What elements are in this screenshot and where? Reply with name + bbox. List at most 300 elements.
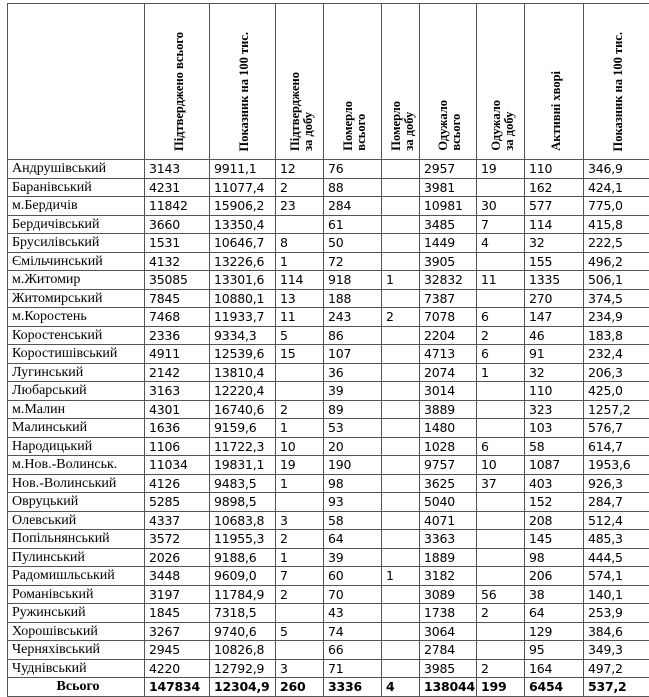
active-rate-per-100k-cell: 222,5 [584,234,649,253]
active-cases-cell: 145 [525,530,584,549]
deaths-total-cell: 243 [324,308,382,327]
district-name-cell: Пулинський [8,548,145,567]
deaths-daily-cell [382,419,420,438]
deaths-daily-cell: 2 [382,308,420,327]
deaths-daily-cell [382,345,420,364]
active-cases-cell: 162 [525,178,584,197]
deaths-total-cell: 50 [324,234,382,253]
deaths-daily-cell [382,511,420,530]
district-name-cell: Брусилівський [8,234,145,253]
active-rate-per-100k-cell: 512,4 [584,511,649,530]
table-row [8,437,649,456]
confirmed-daily-cell: 2 [276,178,324,197]
active-cases-cell: 403 [525,474,584,493]
recovered-daily-cell [477,567,525,586]
table-row [8,289,649,308]
recovered-daily-cell: 4 [477,234,525,253]
deaths-daily-cell [382,400,420,419]
active-rate-per-100k-cell: 232,4 [584,345,649,364]
recovered-total-header-label: Одужало всього [437,100,463,151]
recovered-total-cell: 4713 [420,345,477,364]
recovered-total-cell: 138044 [420,678,477,697]
confirmed-total-cell: 2026 [145,548,210,567]
active-rate-per-100k-cell: 1953,6 [584,456,649,475]
active-cases-cell: 323 [525,400,584,419]
active-cases-cell: 46 [525,326,584,345]
recovered-daily-cell: 1 [477,363,525,382]
active-rate-per-100k-cell: 346,9 [584,160,649,179]
deaths-total-cell: 71 [324,659,382,678]
recovered-daily-cell [477,400,525,419]
table-row [8,567,649,586]
deaths-total-cell: 918 [324,271,382,290]
covid-statistics-table [7,3,649,697]
recovered-total-cell: 2784 [420,641,477,660]
table-row [8,511,649,530]
active-rate-per-100k-cell: 349,3 [584,641,649,660]
deaths-daily-cell [382,474,420,493]
confirmed-daily-cell: 11 [276,308,324,327]
active-rate-per-100k-cell: 926,3 [584,474,649,493]
rate-per-100k-cell: 9740,6 [210,622,276,641]
district-name-cell: Баранівський [8,178,145,197]
rate-per-100k-cell: 9609,0 [210,567,276,586]
confirmed-total-cell: 4132 [145,252,210,271]
active-rate-per-100k-cell: 496,2 [584,252,649,271]
deaths-daily-cell: 1 [382,271,420,290]
active-rate-per-100k-cell: 284,7 [584,493,649,512]
recovered-daily-cell [477,548,525,567]
rate-per-100k-cell: 9334,3 [210,326,276,345]
deaths-total-cell: 86 [324,326,382,345]
deaths-daily-cell [382,252,420,271]
deaths-total-header [324,4,382,160]
active-cases-cell: 577 [525,197,584,216]
recovered-daily-cell: 11 [477,271,525,290]
confirmed-daily-cell: 12 [276,160,324,179]
confirmed-daily-cell: 1 [276,548,324,567]
confirmed-total-cell: 3267 [145,622,210,641]
active-cases-cell: 164 [525,659,584,678]
confirmed-daily-cell: 114 [276,271,324,290]
table-row [8,641,649,660]
district-name-cell: Малинський [8,419,145,438]
active-rate-per-100k-cell: 497,2 [584,659,649,678]
deaths-daily-cell [382,456,420,475]
rate-per-100k-cell: 11784,9 [210,585,276,604]
deaths-daily-cell [382,493,420,512]
recovered-total-header [420,4,477,160]
confirmed-total-cell: 4231 [145,178,210,197]
deaths-total-cell: 64 [324,530,382,549]
confirmed-daily-cell [276,382,324,401]
rate-per-100k-cell: 7318,5 [210,604,276,623]
confirmed-daily-cell: 2 [276,585,324,604]
recovered-total-cell: 3089 [420,585,477,604]
confirmed-daily-cell: 3 [276,659,324,678]
confirmed-daily-cell [276,641,324,660]
recovered-total-cell: 2957 [420,160,477,179]
recovered-total-cell: 3064 [420,622,477,641]
confirmed-total-cell: 3572 [145,530,210,549]
rate-per-100k-cell: 16740,6 [210,400,276,419]
active-cases-cell: 152 [525,493,584,512]
table-row [8,382,649,401]
confirmed-daily-cell: 5 [276,326,324,345]
rate-per-100k-cell: 10826,8 [210,641,276,660]
active-cases-header [525,4,584,160]
district-name-cell: Ємільчинський [8,252,145,271]
active-cases-cell: 129 [525,622,584,641]
deaths-total-header-label: Померло всього [342,101,368,151]
district-name-cell: Андрушівський [8,160,145,179]
rate-per-100k-cell: 13350,4 [210,215,276,234]
rate-per-100k-cell: 9898,5 [210,493,276,512]
recovered-daily-cell [477,641,525,660]
recovered-daily-cell [477,622,525,641]
total-row [8,678,649,697]
confirmed-total-cell: 7845 [145,289,210,308]
recovered-total-cell: 3625 [420,474,477,493]
district-name-cell: м.Нов.-Волинськ. [8,456,145,475]
table-row [8,345,649,364]
rate-per-100k-cell: 9483,5 [210,474,276,493]
district-name-cell: Всього [8,678,145,697]
active-rate-per-100k-cell: 384,6 [584,622,649,641]
table-row [8,160,649,179]
deaths-total-cell: 107 [324,345,382,364]
rate-per-100k-cell: 12220,4 [210,382,276,401]
active-cases-cell: 58 [525,437,584,456]
deaths-daily-cell [382,641,420,660]
deaths-daily-cell [382,160,420,179]
rate-per-100k-cell: 9188,6 [210,548,276,567]
deaths-total-cell: 20 [324,437,382,456]
deaths-daily-cell: 1 [382,567,420,586]
district-name-cell: Попільнянський [8,530,145,549]
active-cases-cell: 270 [525,289,584,308]
deaths-total-cell: 88 [324,178,382,197]
rate-per-100k-cell: 15906,2 [210,197,276,216]
recovered-total-cell: 1889 [420,548,477,567]
deaths-daily-cell [382,197,420,216]
recovered-total-cell: 3014 [420,382,477,401]
recovered-total-cell: 2074 [420,363,477,382]
deaths-total-cell: 43 [324,604,382,623]
rate-per-100k-cell: 11933,7 [210,308,276,327]
deaths-daily-cell [382,363,420,382]
rate-per-100k-cell: 11955,3 [210,530,276,549]
confirmed-daily-cell: 7 [276,567,324,586]
district-name-cell: Житомирський [8,289,145,308]
confirmed-daily-cell: 2 [276,400,324,419]
deaths-daily-cell [382,604,420,623]
confirmed-total-cell: 147834 [145,678,210,697]
confirmed-daily-header-label: Підтверджено за добу [289,72,315,151]
table-row [8,178,649,197]
confirmed-daily-cell: 2 [276,530,324,549]
table-row [8,271,649,290]
recovered-total-cell: 1028 [420,437,477,456]
active-rate-per-100k-cell: 574,1 [584,567,649,586]
deaths-total-cell: 284 [324,197,382,216]
deaths-daily-cell [382,326,420,345]
table-row [8,622,649,641]
recovered-daily-cell [477,511,525,530]
active-cases-cell: 6454 [525,678,584,697]
confirmed-total-cell: 2142 [145,363,210,382]
confirmed-daily-cell: 13 [276,289,324,308]
district-name-cell: Олевський [8,511,145,530]
table-row [8,234,649,253]
district-header [8,4,145,160]
active-rate-per-100k-cell: 444,5 [584,548,649,567]
recovered-daily-cell [477,493,525,512]
active-rate-per-100k-cell: 506,1 [584,271,649,290]
district-name-cell: Хорошівський [8,622,145,641]
recovered-daily-cell: 199 [477,678,525,697]
recovered-daily-cell [477,530,525,549]
recovered-total-cell: 10981 [420,197,477,216]
active-rate-per-100k-header [584,4,649,160]
deaths-total-cell: 60 [324,567,382,586]
deaths-daily-cell [382,548,420,567]
recovered-daily-cell [477,289,525,308]
recovered-total-cell: 1738 [420,604,477,623]
deaths-total-cell: 53 [324,419,382,438]
recovered-daily-cell [477,419,525,438]
recovered-total-cell: 3981 [420,178,477,197]
active-cases-cell: 103 [525,419,584,438]
confirmed-total-cell: 1636 [145,419,210,438]
confirmed-total-cell: 7468 [145,308,210,327]
deaths-daily-cell: 4 [382,678,420,697]
deaths-total-cell: 39 [324,382,382,401]
recovered-total-cell: 7078 [420,308,477,327]
confirmed-daily-cell: 15 [276,345,324,364]
confirmed-daily-cell: 1 [276,252,324,271]
recovered-daily-cell: 6 [477,345,525,364]
rate-per-100k-cell: 10880,1 [210,289,276,308]
confirmed-total-cell: 4220 [145,659,210,678]
confirmed-daily-cell: 3 [276,511,324,530]
active-rate-per-100k-cell: 1257,2 [584,400,649,419]
table-row [8,548,649,567]
active-cases-cell: 110 [525,160,584,179]
active-rate-per-100k-cell: 415,8 [584,215,649,234]
confirmed-total-cell: 11034 [145,456,210,475]
district-name-cell: Нов.-Волинський [8,474,145,493]
rate-per-100k-cell: 10683,8 [210,511,276,530]
active-cases-cell: 64 [525,604,584,623]
recovered-daily-cell: 30 [477,197,525,216]
deaths-daily-cell [382,437,420,456]
rate-per-100k-header-label: Показник на 100 тис. [238,32,251,151]
confirmed-daily-cell: 5 [276,622,324,641]
confirmed-daily-header [276,4,324,160]
recovered-total-cell: 9757 [420,456,477,475]
rate-per-100k-cell: 9911,1 [210,160,276,179]
deaths-daily-cell [382,215,420,234]
recovered-daily-cell: 6 [477,437,525,456]
active-cases-cell: 1087 [525,456,584,475]
active-cases-cell: 32 [525,363,584,382]
table-row [8,659,649,678]
district-name-cell: Коростенський [8,326,145,345]
active-cases-cell: 95 [525,641,584,660]
deaths-daily-cell [382,289,420,308]
district-name-cell: Народицький [8,437,145,456]
recovered-daily-cell: 37 [477,474,525,493]
active-rate-per-100k-cell: 140,1 [584,585,649,604]
active-rate-per-100k-header-label: Показник на 100 тис. [612,32,625,151]
district-name-cell: Лугинський [8,363,145,382]
confirmed-total-cell: 1106 [145,437,210,456]
rate-per-100k-header [210,4,276,160]
district-name-cell: Черняхівський [8,641,145,660]
recovered-daily-cell: 19 [477,160,525,179]
confirmed-total-cell: 1845 [145,604,210,623]
rate-per-100k-cell: 13810,4 [210,363,276,382]
confirmed-daily-cell: 260 [276,678,324,697]
district-name-cell: м.Житомир [8,271,145,290]
confirmed-total-cell: 3660 [145,215,210,234]
recovered-total-cell: 2204 [420,326,477,345]
deaths-total-cell: 70 [324,585,382,604]
district-name-cell: Коростишівський [8,345,145,364]
active-cases-cell: 206 [525,567,584,586]
deaths-total-cell: 39 [324,548,382,567]
deaths-total-cell: 61 [324,215,382,234]
confirmed-daily-cell: 8 [276,234,324,253]
active-rate-per-100k-cell: 253,9 [584,604,649,623]
recovered-daily-cell [477,382,525,401]
deaths-daily-cell [382,659,420,678]
recovered-daily-header-label: Одужало за добу [490,100,516,151]
active-rate-per-100k-cell: 485,3 [584,530,649,549]
recovered-total-cell: 5040 [420,493,477,512]
recovered-daily-cell: 2 [477,604,525,623]
rate-per-100k-cell: 12539,6 [210,345,276,364]
table-row [8,400,649,419]
recovered-daily-cell: 7 [477,215,525,234]
rate-per-100k-cell: 13301,6 [210,271,276,290]
recovered-daily-cell [477,252,525,271]
recovered-total-cell: 3363 [420,530,477,549]
confirmed-total-cell: 3197 [145,585,210,604]
confirmed-total-header-label: Підтверджено всього [173,32,186,151]
confirmed-total-cell: 3163 [145,382,210,401]
active-cases-cell: 1335 [525,271,584,290]
deaths-total-cell: 36 [324,363,382,382]
deaths-total-cell: 58 [324,511,382,530]
district-name-cell: Овруцький [8,493,145,512]
recovered-daily-cell: 56 [477,585,525,604]
active-rate-per-100k-cell: 234,9 [584,308,649,327]
confirmed-daily-cell: 10 [276,437,324,456]
recovered-daily-cell: 6 [477,308,525,327]
rate-per-100k-cell: 12792,9 [210,659,276,678]
active-rate-per-100k-cell: 206,3 [584,363,649,382]
active-rate-per-100k-cell: 374,5 [584,289,649,308]
district-name-cell: Бердичівський [8,215,145,234]
table-row [8,530,649,549]
deaths-daily-header [382,4,420,160]
rate-per-100k-cell: 12304,9 [210,678,276,697]
deaths-total-cell: 93 [324,493,382,512]
deaths-total-cell: 3336 [324,678,382,697]
deaths-daily-cell [382,234,420,253]
confirmed-total-cell: 4911 [145,345,210,364]
recovered-daily-header [477,4,525,160]
deaths-total-cell: 89 [324,400,382,419]
rate-per-100k-cell: 13226,6 [210,252,276,271]
confirmed-daily-cell: 1 [276,419,324,438]
active-cases-cell: 32 [525,234,584,253]
active-cases-cell: 147 [525,308,584,327]
confirmed-total-cell: 4337 [145,511,210,530]
rate-per-100k-cell: 19831,1 [210,456,276,475]
table-row [8,252,649,271]
deaths-daily-cell [382,530,420,549]
confirmed-total-cell: 3143 [145,160,210,179]
recovered-total-cell: 1480 [420,419,477,438]
table-row [8,419,649,438]
deaths-total-cell: 72 [324,252,382,271]
confirmed-daily-cell: 23 [276,197,324,216]
confirmed-total-cell: 11842 [145,197,210,216]
recovered-daily-cell: 2 [477,326,525,345]
recovered-daily-cell [477,178,525,197]
recovered-total-cell: 32832 [420,271,477,290]
table-row [8,493,649,512]
deaths-daily-cell [382,178,420,197]
deaths-total-cell: 74 [324,622,382,641]
rate-per-100k-cell: 9159,6 [210,419,276,438]
deaths-total-cell: 188 [324,289,382,308]
confirmed-total-cell: 4301 [145,400,210,419]
recovered-total-cell: 7387 [420,289,477,308]
active-cases-cell: 91 [525,345,584,364]
active-cases-header-label: Активні хворі [550,71,563,151]
recovered-total-cell: 3905 [420,252,477,271]
rate-per-100k-cell: 11722,3 [210,437,276,456]
confirmed-total-header [145,4,210,160]
deaths-daily-cell [382,382,420,401]
confirmed-daily-cell [276,493,324,512]
recovered-total-cell: 3889 [420,400,477,419]
confirmed-daily-cell [276,363,324,382]
deaths-total-cell: 76 [324,160,382,179]
table-row [8,308,649,327]
table-row [8,197,649,216]
recovered-daily-cell: 2 [477,659,525,678]
active-rate-per-100k-cell: 576,7 [584,419,649,438]
rate-per-100k-cell: 11077,4 [210,178,276,197]
confirmed-daily-cell [276,604,324,623]
table-row [8,363,649,382]
active-rate-per-100k-cell: 537,2 [584,678,649,697]
district-name-cell: Ружинський [8,604,145,623]
deaths-total-cell: 66 [324,641,382,660]
confirmed-total-cell: 5285 [145,493,210,512]
district-name-cell: м.Малин [8,400,145,419]
active-cases-cell: 155 [525,252,584,271]
confirmed-total-cell: 35085 [145,271,210,290]
recovered-daily-cell: 10 [477,456,525,475]
active-cases-cell: 114 [525,215,584,234]
table-row [8,604,649,623]
